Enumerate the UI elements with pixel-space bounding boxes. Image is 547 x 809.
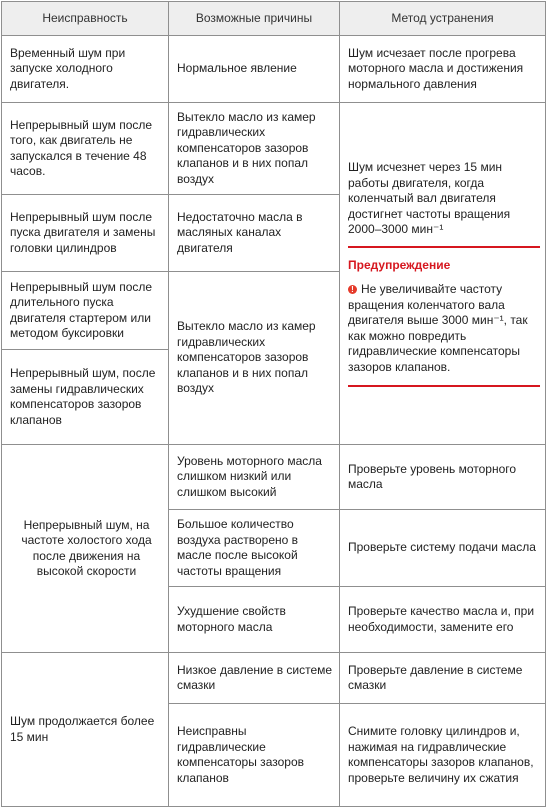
fault-cell: Непрерывный шум после того, как двигатель не запускался в течение 48 часов. bbox=[2, 103, 169, 195]
remedy-text: Шум исчезнет через 15 мин работы двигателя, когда коленчатый вал двигателя достигнет частоты вращения 2000–3000 мин⁻¹ bbox=[348, 160, 511, 236]
table-row bbox=[2, 36, 546, 103]
warning-title: Предупреждение bbox=[348, 257, 451, 272]
cause-cell: Вытекло масло из камер гидравлических компенсаторов зазоров клапанов и в них попал воздух bbox=[169, 272, 340, 445]
remedy-cell: Шум исчезает после прогрева моторного масла и достижения нормального давления bbox=[340, 36, 546, 103]
warning-text: Не увеличивайте частоту вращения коленчатого вала двигателя выше 3000 мин⁻¹, так как можно повредить гидравлические компенсаторы зазоров клапанов. bbox=[348, 282, 528, 374]
remedy-cell-with-warning bbox=[340, 103, 546, 445]
table-row bbox=[2, 103, 546, 195]
cause-cell: Большое количество воздуха растворено в масле после высокой частоты вращения bbox=[169, 510, 340, 587]
fault-cell: Шум продолжается более 15 мин bbox=[2, 653, 169, 807]
header-fault: Неисправность bbox=[2, 2, 169, 36]
cause-cell: Уровень моторного масла слишком низкий или слишком высокий bbox=[169, 445, 340, 510]
fault-cell: Непрерывный шум после пуска двигателя и замены головки цилиндров bbox=[2, 195, 169, 272]
remedy-cell: Проверьте систему подачи масла bbox=[340, 510, 546, 587]
remedy-cell: Снимите головку цилиндров и, нажимая на гидравлические компенсаторы зазоров клапанов, проверьте величину их сжатия bbox=[340, 704, 546, 807]
header-remedy: Метод устранения bbox=[340, 2, 546, 36]
warning-icon: ! bbox=[348, 285, 357, 294]
warning-body bbox=[348, 282, 540, 375]
warning-divider-top bbox=[348, 246, 540, 248]
remedy-cell: Проверьте качество масла и, при необходимости, замените его bbox=[340, 587, 546, 653]
remedy-cell: Проверьте уровень моторного масла bbox=[340, 445, 546, 510]
table-row bbox=[2, 445, 546, 510]
troubleshooting-table bbox=[1, 1, 546, 807]
fault-cell: Непрерывный шум, после замены гидравлических компенсаторов зазоров клапанов bbox=[2, 350, 169, 445]
cause-cell: Вытекло масло из камер гидравлических компенсаторов зазоров клапанов и в них попал воздух bbox=[169, 103, 340, 195]
cause-cell: Ухудшение свойств моторного масла bbox=[169, 587, 340, 653]
header-cause: Возможные причины bbox=[169, 2, 340, 36]
fault-cell: Непрерывный шум после длительного пуска двигателя стартером или методом буксировки bbox=[2, 272, 169, 350]
cause-cell: Недостаточно масла в масляных каналах двигателя bbox=[169, 195, 340, 272]
cause-cell: Низкое давление в системе смазки bbox=[169, 653, 340, 704]
fault-cell: Временный шум при запуске холодного двигателя. bbox=[2, 36, 169, 103]
cause-cell: Неисправны гидравлические компенсаторы зазоров клапанов bbox=[169, 704, 340, 807]
warning-divider-bottom bbox=[348, 385, 540, 387]
header-row bbox=[2, 2, 546, 36]
remedy-cell: Проверьте давление в системе смазки bbox=[340, 653, 546, 704]
table-row bbox=[2, 653, 546, 704]
fault-cell: Непрерывный шум, на частоте холостого хода после движения на высокой скорости bbox=[2, 445, 169, 653]
cause-cell: Нормальное явление bbox=[169, 36, 340, 103]
